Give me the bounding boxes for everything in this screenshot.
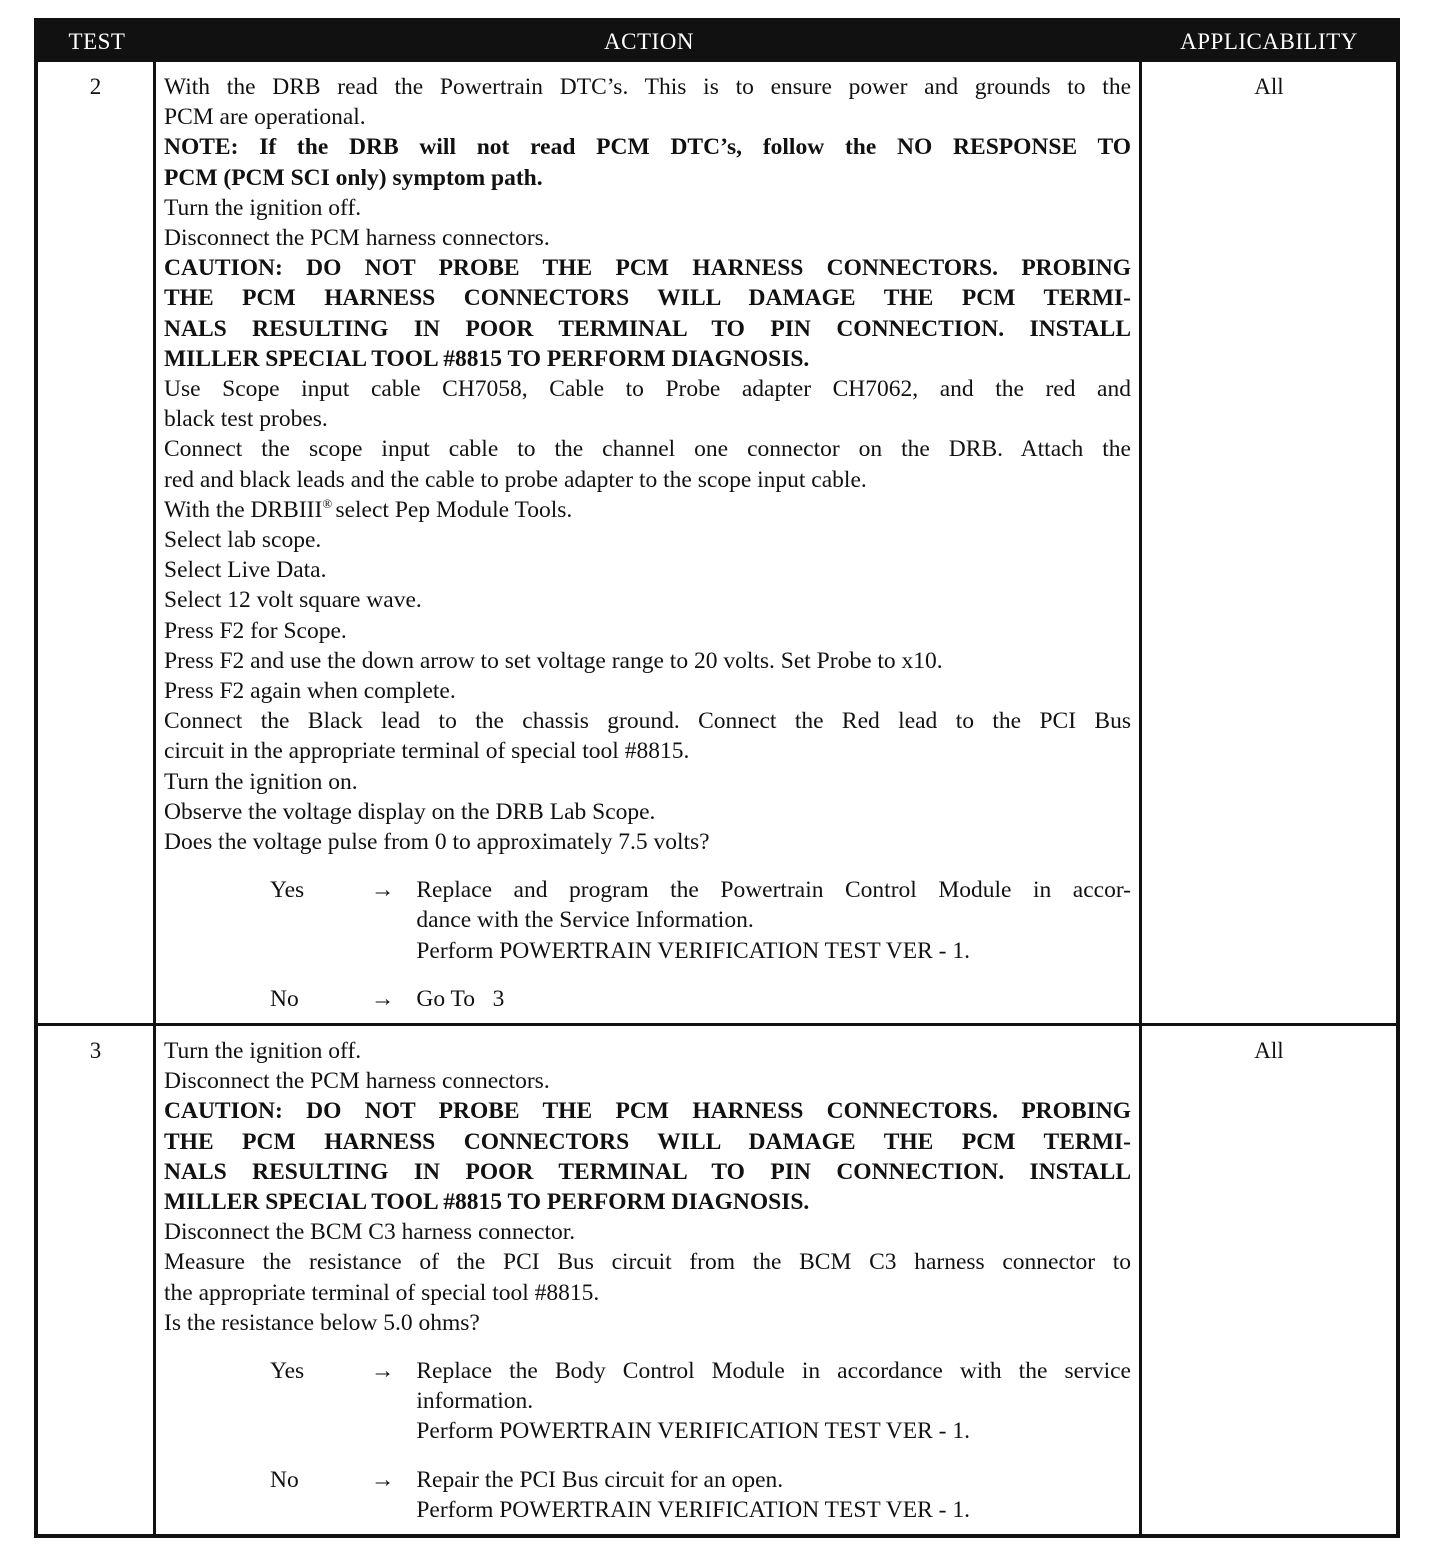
arrow-icon: → <box>370 877 395 904</box>
caution-line: CAUTION: DO NOT PROBE THE PCM HARNESS CONNECTORS. PROBING <box>164 255 1131 282</box>
result-no <box>164 984 1131 1014</box>
result-line: Replace the Body Control Module in accordance with the service <box>416 1358 1131 1385</box>
action-line: With the DRB read the Powertrain DTC’s. This is to ensure power and grounds to the <box>164 74 1131 100</box>
action-line: Connect the scope input cable to the channel one connector on the DRB. Attach the <box>164 436 1131 463</box>
action-line: Press F2 and use the down arrow to set voltage range to 20 volts. Set Probe to x10. <box>164 647 943 674</box>
arrow-icon: → <box>370 1466 395 1493</box>
caution-line: THE PCM HARNESS CONNECTORS WILL DAMAGE THE PCM TERMI- <box>164 1128 1131 1155</box>
result-text <box>416 875 1131 966</box>
result-line: dance with the Service Information. <box>416 907 754 934</box>
action-line: Connect the Black lead to the chassis ground. Connect the Red lead to the PCI Bus <box>164 708 1131 735</box>
action-line: PCM are operational. <box>164 104 366 131</box>
action-line: Turn the ignition off. <box>164 1038 362 1064</box>
question-line: Is the resistance below 5.0 ohms? <box>164 1309 480 1336</box>
action-line: Disconnect the PCM harness connectors. <box>164 225 550 252</box>
result-label: Yes <box>270 877 305 904</box>
action-line: Observe the voltage display on the DRB Lab Scope. <box>164 798 656 825</box>
result-line: information. <box>416 1388 534 1415</box>
result-line: Perform POWERTRAIN VERIFICATION TEST VER - 1. <box>416 937 971 964</box>
result-label: No <box>270 985 299 1012</box>
question-line: Does the voltage pulse from 0 to approximately 7.5 volts? <box>164 829 710 856</box>
action-line: Select lab scope. <box>164 527 322 554</box>
applicability-value: All <box>1254 1038 1284 1063</box>
caution-line: THE PCM HARNESS CONNECTORS WILL DAMAGE THE PCM TERMI- <box>164 285 1131 312</box>
action-line: Disconnect the PCM harness connectors. <box>164 1068 550 1095</box>
action-line: Select 12 volt square wave. <box>164 587 422 614</box>
drbiii-text: With the DRBIII <box>164 496 323 523</box>
caution-line: NALS RESULTING IN POOR TERMINAL TO PIN CONNECTION. INSTALL <box>164 315 1131 342</box>
diagnostic-table <box>34 18 1400 1538</box>
action-cell <box>156 1026 1142 1535</box>
caution-line: MILLER SPECIAL TOOL #8815 TO PERFORM DIAGNOSIS. <box>164 345 810 372</box>
drbiii-text-rest: select Pep Module Tools. <box>335 496 573 523</box>
result-text <box>416 1356 1131 1447</box>
action-line: Select Live Data. <box>164 557 327 584</box>
test-number: 3 <box>38 1026 156 1535</box>
result-line: Perform POWERTRAIN VERIFICATION TEST VER - 1. <box>416 1496 971 1523</box>
note-line: PCM (PCM SCI only) symptom path. <box>164 164 543 191</box>
action-line: Measure the resistance of the PCI Bus circuit from the BCM C3 harness connector to <box>164 1249 1131 1276</box>
result-line: Replace and program the Powertrain Control Module in accor- <box>416 877 1131 904</box>
header-test: TEST <box>68 29 126 54</box>
action-line: Turn the ignition on. <box>164 768 358 795</box>
applicability-value: All <box>1254 74 1284 99</box>
result-yes <box>164 875 1131 966</box>
header-action: ACTION <box>604 29 694 54</box>
caution-line: CAUTION: DO NOT PROBE THE PCM HARNESS CONNECTORS. PROBING <box>164 1098 1131 1125</box>
action-line: Turn the ignition off. <box>164 194 362 221</box>
caution-line: NALS RESULTING IN POOR TERMINAL TO PIN CONNECTION. INSTALL <box>164 1158 1131 1185</box>
action-line: Press F2 for Scope. <box>164 617 347 644</box>
action-line: Disconnect the BCM C3 harness connector. <box>164 1219 576 1246</box>
action-line: red and black leads and the cable to probe adapter to the scope input cable. <box>164 466 867 493</box>
note-line: NOTE: If the DRB will not read PCM DTC’s, follow the NO RESPONSE TO <box>164 134 1131 161</box>
action-line: circuit in the appropriate terminal of special tool #8815. <box>164 738 690 765</box>
table-header <box>38 22 1396 62</box>
table-row <box>38 62 1396 1026</box>
action-cell <box>156 62 1142 1023</box>
arrow-icon: → <box>370 985 395 1012</box>
action-line <box>164 495 1131 525</box>
header-applicability: APPLICABILITY <box>1180 29 1358 54</box>
result-line: Repair the PCI Bus circuit for an open. <box>416 1466 784 1493</box>
result-line: Perform POWERTRAIN VERIFICATION TEST VER - 1. <box>416 1418 971 1445</box>
result-label: No <box>270 1466 299 1493</box>
action-line: the appropriate terminal of special tool #8815. <box>164 1279 600 1306</box>
result-yes <box>164 1356 1131 1447</box>
action-line: Use Scope input cable CH7058, Cable to Probe adapter CH7062, and the red and <box>164 376 1131 403</box>
action-line: black test probes. <box>164 406 328 433</box>
table-row <box>38 1026 1396 1535</box>
result-no <box>164 1465 1131 1525</box>
test-number: 2 <box>38 62 156 1023</box>
action-line: Press F2 again when complete. <box>164 678 456 705</box>
caution-line: MILLER SPECIAL TOOL #8815 TO PERFORM DIAGNOSIS. <box>164 1189 810 1216</box>
registered-mark: ® <box>322 496 336 512</box>
result-text <box>416 984 1131 1014</box>
result-label: Yes <box>270 1358 305 1385</box>
result-line: Go To 3 <box>416 985 505 1012</box>
arrow-icon: → <box>370 1358 395 1385</box>
result-text <box>416 1465 1131 1525</box>
